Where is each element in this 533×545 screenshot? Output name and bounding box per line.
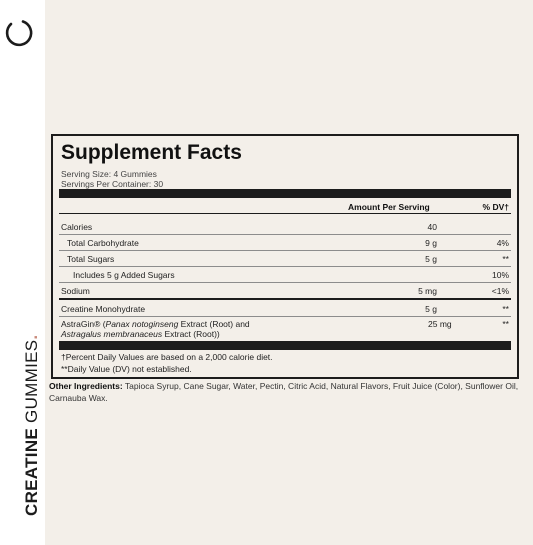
- amount-column-header: Amount Per Serving: [348, 202, 430, 212]
- servings-per-container: Servings Per Container: 30: [61, 179, 164, 189]
- other-ingredients-label: Other Ingredients:: [49, 381, 123, 391]
- serving-size: Serving Size: 4 Gummies: [61, 169, 157, 179]
- facts-title: Supplement Facts: [61, 141, 242, 164]
- supplement-facts-panel: [51, 134, 519, 379]
- vertical-text-dot: .: [22, 334, 41, 340]
- left-sidebar: [0, 0, 45, 545]
- table-row: Sodium 5 mg <1%: [59, 282, 511, 299]
- table-row: Total Sugars 5 g **: [59, 250, 511, 267]
- other-ingredients: [49, 381, 524, 404]
- header-divider-bar: [59, 189, 511, 198]
- header-rule: [59, 213, 511, 214]
- vertical-text-bold: CREATINE: [22, 427, 41, 516]
- astragin-row: AstraGin® (Panax notoginseng Extract (Root) and Astragalus membranaceus Extract (Root)): [61, 319, 250, 339]
- astragin-amount: 25 mg: [428, 319, 452, 329]
- footer-divider-bar: [59, 341, 511, 350]
- astragin-dv: **: [502, 319, 509, 329]
- dv-column-header: % DV†: [482, 202, 509, 212]
- table-row: Creatine Monohydrate 5 g **: [59, 300, 511, 317]
- circle-ring-icon: [4, 18, 34, 48]
- table-row: Total Carbohydrate 9 g 4%: [59, 234, 511, 251]
- other-ingredients-text: Tapioca Syrup, Cane Sugar, Water, Pectin, Citric Acid, Natural Flavors, Fruit Juice (Color), Sunflower Oil, Carnauba Wax.: [49, 381, 519, 403]
- table-row: Calories 40: [59, 218, 511, 235]
- vertical-text-light: GUMMIES: [22, 339, 41, 423]
- footnote-not-established: **Daily Value (DV) not established.: [61, 364, 192, 374]
- footnote-dv: †Percent Daily Values are based on a 2,000 calorie diet.: [61, 352, 273, 362]
- product-vertical-label: [22, 318, 42, 516]
- table-row: Includes 5 g Added Sugars 10%: [59, 266, 511, 283]
